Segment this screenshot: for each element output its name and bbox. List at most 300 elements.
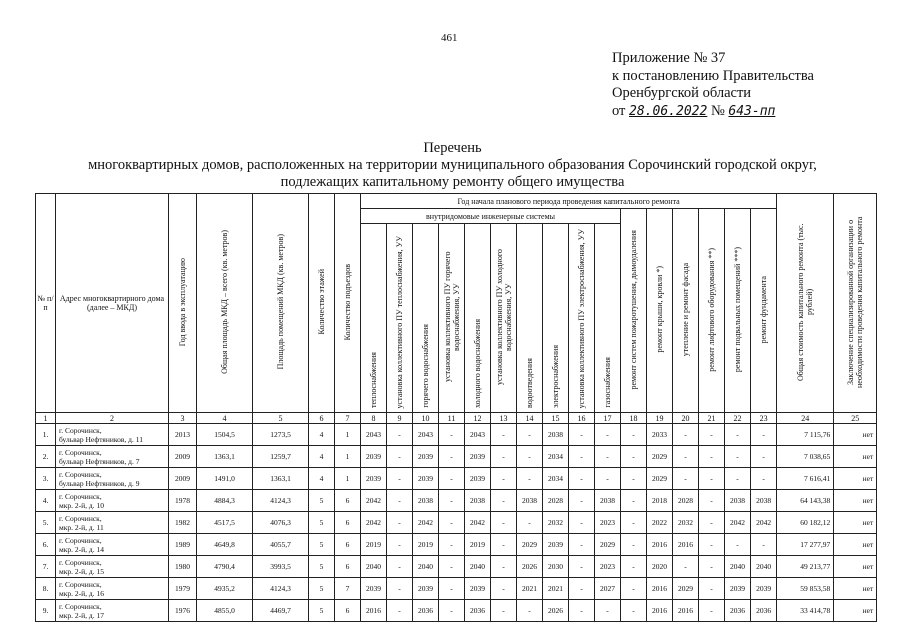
- cell-col-24: 59 853,58: [777, 578, 834, 600]
- cell-col-25: нет: [834, 578, 877, 600]
- address-city: г. Сорочинск,: [59, 491, 102, 501]
- column-number: 2: [56, 413, 169, 424]
- cell-col-3: 2013: [169, 424, 197, 446]
- cell-col-8: 2042: [361, 490, 387, 512]
- cell-col-22: 2039: [725, 578, 751, 600]
- column-number: 19: [647, 413, 673, 424]
- cell-col-15: 2032: [543, 512, 569, 534]
- cell-col-19: 2016: [647, 600, 673, 622]
- header-c11: установка коллективного ПУ горячего водоснабжения, УУ: [439, 224, 465, 413]
- cell-col-5: 1259,7: [253, 446, 309, 468]
- cell-col-4: 4884,3: [197, 490, 253, 512]
- header-c16: установка коллективного ПУ электроснабжения, УУ: [569, 224, 595, 413]
- cell-col-9: -: [387, 424, 413, 446]
- cell-col-9: -: [387, 446, 413, 468]
- header-c8: теплоснабжения: [361, 224, 387, 413]
- cell-col-9: -: [387, 556, 413, 578]
- table-row: [36, 468, 877, 490]
- cell-col-20: 2028: [673, 490, 699, 512]
- cell-col-17: -: [595, 468, 621, 490]
- cell-col-5: 1273,5: [253, 424, 309, 446]
- header-total-cost: Общая стоимость капитального ремонта (тыс. рублей): [777, 194, 834, 413]
- cell-col-10: 2040: [413, 556, 439, 578]
- cell-col-15: 2034: [543, 468, 569, 490]
- row-number: 7.: [36, 556, 56, 578]
- row-address: [56, 424, 169, 446]
- cell-col-12: 2040: [465, 556, 491, 578]
- cell-col-13: -: [491, 490, 517, 512]
- cell-col-24: 33 414,78: [777, 600, 834, 622]
- address-street: мкр. 2-й, д. 15: [59, 566, 104, 576]
- cell-col-16: -: [569, 446, 595, 468]
- address-street: мкр. 2-й, д. 14: [59, 544, 104, 554]
- address-city: г. Сорочинск,: [59, 601, 102, 611]
- row-address: [56, 578, 169, 600]
- cell-col-17: 2023: [595, 556, 621, 578]
- cell-col-9: -: [387, 578, 413, 600]
- cell-col-14: 2021: [517, 578, 543, 600]
- column-number: 9: [387, 413, 413, 424]
- column-number: 17: [595, 413, 621, 424]
- cell-col-4: 4790,4: [197, 556, 253, 578]
- cell-col-24: 7 616,41: [777, 468, 834, 490]
- cell-col-22: 2038: [725, 490, 751, 512]
- table-row: [36, 512, 877, 534]
- cell-col-20: 2016: [673, 600, 699, 622]
- table-row: [36, 556, 877, 578]
- row-address: [56, 468, 169, 490]
- cell-col-17: -: [595, 424, 621, 446]
- header-c23: ремонт фундамента: [751, 209, 777, 413]
- cell-col-24: 7 115,76: [777, 424, 834, 446]
- cell-col-21: -: [699, 512, 725, 534]
- cell-col-11: -: [439, 490, 465, 512]
- cell-col-5: 4124,3: [253, 578, 309, 600]
- address-city: г. Сорочинск,: [59, 469, 102, 479]
- cell-col-14: -: [517, 446, 543, 468]
- column-number: 16: [569, 413, 595, 424]
- cell-col-18: -: [621, 578, 647, 600]
- header-c13: установка коллективного ПУ холодного водоснабжения, УУ: [491, 224, 517, 413]
- column-number: 24: [777, 413, 834, 424]
- header-c21: ремонт лифтового оборудования **): [699, 209, 725, 413]
- cell-col-4: 1504,5: [197, 424, 253, 446]
- title-line-2: многоквартирных домов, расположенных на территории муниципального образования Сорочинский городской округ,: [88, 157, 817, 173]
- cell-col-15: 2030: [543, 556, 569, 578]
- cell-col-19: 2029: [647, 446, 673, 468]
- column-number: 25: [834, 413, 877, 424]
- header-group-top: Год начала планового периода проведения капитального ремонта: [361, 194, 777, 209]
- cell-col-14: -: [517, 600, 543, 622]
- cell-col-4: 1491,0: [197, 468, 253, 490]
- cell-col-16: -: [569, 490, 595, 512]
- row-number: 3.: [36, 468, 56, 490]
- appendix-line-2: к постановлению Правительства: [612, 67, 814, 84]
- cell-col-4: 4855,0: [197, 600, 253, 622]
- cell-col-4: 4935,2: [197, 578, 253, 600]
- cell-col-13: -: [491, 424, 517, 446]
- column-number: 22: [725, 413, 751, 424]
- address-street: бульвар Нефтяников, д. 9: [59, 478, 140, 488]
- cell-col-7: 6: [335, 534, 361, 556]
- cell-col-19: 2016: [647, 578, 673, 600]
- appendix-line-1: Приложение № 37: [612, 50, 726, 66]
- document-title: [0, 140, 905, 191]
- cell-col-8: 2039: [361, 468, 387, 490]
- cell-col-12: 2039: [465, 468, 491, 490]
- column-number: 7: [335, 413, 361, 424]
- cell-col-25: нет: [834, 468, 877, 490]
- cell-col-3: 1976: [169, 600, 197, 622]
- header-c17: газоснабжения: [595, 224, 621, 413]
- cell-col-21: -: [699, 424, 725, 446]
- cell-col-22: -: [725, 534, 751, 556]
- cell-col-3: 1989: [169, 534, 197, 556]
- address-street: мкр. 2-й, д. 17: [59, 610, 104, 620]
- cell-col-25: нет: [834, 446, 877, 468]
- cell-col-3: 1982: [169, 512, 197, 534]
- cell-col-10: 2039: [413, 578, 439, 600]
- cell-col-13: -: [491, 600, 517, 622]
- cell-col-17: 2023: [595, 512, 621, 534]
- cell-col-16: -: [569, 468, 595, 490]
- cell-col-16: -: [569, 556, 595, 578]
- header-entrances: Количество подъездов: [335, 194, 361, 413]
- cell-col-20: -: [673, 556, 699, 578]
- cell-col-10: 2039: [413, 468, 439, 490]
- column-number: 18: [621, 413, 647, 424]
- cell-col-14: -: [517, 512, 543, 534]
- cell-col-14: -: [517, 424, 543, 446]
- cell-col-17: 2038: [595, 490, 621, 512]
- cell-col-9: -: [387, 512, 413, 534]
- address-street: бульвар Нефтяников, д. 7: [59, 456, 140, 466]
- cell-col-18: -: [621, 424, 647, 446]
- cell-col-21: -: [699, 468, 725, 490]
- cell-col-12: 2038: [465, 490, 491, 512]
- column-number: 14: [517, 413, 543, 424]
- cell-col-7: 1: [335, 468, 361, 490]
- row-number: 5.: [36, 512, 56, 534]
- cell-col-15: 2028: [543, 490, 569, 512]
- cell-col-18: -: [621, 490, 647, 512]
- cell-col-7: 6: [335, 512, 361, 534]
- header-premises-area: Площадь помещений МКД (кв. метров): [253, 194, 309, 413]
- cell-col-23: -: [751, 534, 777, 556]
- cell-col-21: -: [699, 534, 725, 556]
- table-row: [36, 534, 877, 556]
- cell-col-18: -: [621, 468, 647, 490]
- cell-col-22: -: [725, 468, 751, 490]
- cell-col-5: 4076,3: [253, 512, 309, 534]
- cell-col-24: 17 277,97: [777, 534, 834, 556]
- cell-col-3: 1979: [169, 578, 197, 600]
- row-number: 1.: [36, 424, 56, 446]
- cell-col-3: 2009: [169, 446, 197, 468]
- cell-col-12: 2043: [465, 424, 491, 446]
- column-number: 15: [543, 413, 569, 424]
- cell-col-22: -: [725, 446, 751, 468]
- cell-col-15: 2026: [543, 600, 569, 622]
- cell-col-7: 6: [335, 556, 361, 578]
- cell-col-4: 1363,1: [197, 446, 253, 468]
- cell-col-19: 2020: [647, 556, 673, 578]
- cell-col-12: 2036: [465, 600, 491, 622]
- cell-col-23: -: [751, 424, 777, 446]
- header-c10: горячего водоснабжения: [413, 224, 439, 413]
- cell-col-7: 1: [335, 424, 361, 446]
- column-number: 13: [491, 413, 517, 424]
- table-row: [36, 578, 877, 600]
- cell-col-7: 7: [335, 578, 361, 600]
- cell-col-25: нет: [834, 556, 877, 578]
- column-number: 5: [253, 413, 309, 424]
- cell-col-10: 2019: [413, 534, 439, 556]
- cell-col-9: -: [387, 600, 413, 622]
- header-year-built: Год ввода в эксплуатацию: [169, 194, 197, 413]
- cell-col-6: 4: [309, 424, 335, 446]
- cell-col-22: 2042: [725, 512, 751, 534]
- cell-col-21: -: [699, 446, 725, 468]
- cell-col-13: -: [491, 534, 517, 556]
- header-c9: установка коллективного ПУ теплоснабжения, УУ: [387, 224, 413, 413]
- column-number: 20: [673, 413, 699, 424]
- row-number: 8.: [36, 578, 56, 600]
- cell-col-3: 1978: [169, 490, 197, 512]
- appendix-block: [612, 50, 814, 120]
- cell-col-6: 4: [309, 446, 335, 468]
- cell-col-15: 2021: [543, 578, 569, 600]
- column-number: 6: [309, 413, 335, 424]
- cell-col-23: 2038: [751, 490, 777, 512]
- cell-col-24: 7 038,65: [777, 446, 834, 468]
- cell-col-15: 2039: [543, 534, 569, 556]
- address-street: бульвар Нефтяников, д. 11: [59, 434, 143, 444]
- column-number: 1: [36, 413, 56, 424]
- date-prefix: от: [612, 102, 626, 119]
- cell-col-9: -: [387, 490, 413, 512]
- appendix-number: 643-пп: [728, 103, 776, 119]
- row-address: [56, 534, 169, 556]
- cell-col-4: 4649,8: [197, 534, 253, 556]
- cell-col-11: -: [439, 512, 465, 534]
- address-city: г. Сорочинск,: [59, 513, 102, 523]
- cell-col-23: -: [751, 468, 777, 490]
- header-num: № п/п: [36, 194, 56, 413]
- cell-col-23: 2042: [751, 512, 777, 534]
- appendix-line-3: Оренбургской области: [612, 85, 752, 101]
- cell-col-20: -: [673, 446, 699, 468]
- cell-col-13: -: [491, 578, 517, 600]
- cell-col-23: 2039: [751, 578, 777, 600]
- cell-col-16: -: [569, 534, 595, 556]
- cell-col-14: 2038: [517, 490, 543, 512]
- column-number: 4: [197, 413, 253, 424]
- cell-col-23: 2036: [751, 600, 777, 622]
- page-number: 461: [441, 32, 458, 44]
- row-number: 4.: [36, 490, 56, 512]
- table-row: [36, 446, 877, 468]
- column-number: 23: [751, 413, 777, 424]
- address-street: мкр. 2-й, д. 10: [59, 500, 104, 510]
- cell-col-19: 2033: [647, 424, 673, 446]
- header-c12: холодного водоснабжения: [465, 224, 491, 413]
- column-number: 8: [361, 413, 387, 424]
- header-c18: ремонт систем пожаротушения, дымоудаления: [621, 209, 647, 413]
- cell-col-21: -: [699, 600, 725, 622]
- cell-col-13: -: [491, 446, 517, 468]
- address-street: мкр. 2-й, д. 16: [59, 588, 104, 598]
- row-address: [56, 490, 169, 512]
- cell-col-7: 1: [335, 446, 361, 468]
- cell-col-11: -: [439, 600, 465, 622]
- cell-col-20: 2032: [673, 512, 699, 534]
- cell-col-6: 5: [309, 490, 335, 512]
- cell-col-6: 5: [309, 600, 335, 622]
- cell-col-16: -: [569, 424, 595, 446]
- cell-col-19: 2018: [647, 490, 673, 512]
- cell-col-3: 1980: [169, 556, 197, 578]
- column-number: 11: [439, 413, 465, 424]
- cell-col-8: 2039: [361, 446, 387, 468]
- cell-col-18: -: [621, 446, 647, 468]
- cell-col-11: -: [439, 446, 465, 468]
- cell-col-3: 2009: [169, 468, 197, 490]
- header-c22: ремонт подвальных помещений ***): [725, 209, 751, 413]
- cell-col-11: -: [439, 578, 465, 600]
- title-line-1: Перечень: [423, 140, 482, 156]
- cell-col-17: 2029: [595, 534, 621, 556]
- cell-col-13: -: [491, 512, 517, 534]
- cell-col-5: 4124,3: [253, 490, 309, 512]
- cell-col-10: 2039: [413, 446, 439, 468]
- cell-col-8: 2042: [361, 512, 387, 534]
- cell-col-15: 2034: [543, 446, 569, 468]
- cell-col-9: -: [387, 468, 413, 490]
- cell-col-8: 2019: [361, 534, 387, 556]
- cell-col-4: 4517,5: [197, 512, 253, 534]
- cell-col-25: нет: [834, 534, 877, 556]
- cell-col-18: -: [621, 512, 647, 534]
- table-row: [36, 490, 877, 512]
- cell-col-23: -: [751, 446, 777, 468]
- cell-col-11: -: [439, 556, 465, 578]
- header-conclusion: Заключение специализированной организации о необходимости проведения капитального ремонта: [834, 194, 877, 413]
- cell-col-22: -: [725, 424, 751, 446]
- cell-col-10: 2038: [413, 490, 439, 512]
- cell-col-10: 2043: [413, 424, 439, 446]
- cell-col-6: 5: [309, 556, 335, 578]
- cell-col-5: 4055,7: [253, 534, 309, 556]
- cell-col-5: 3993,5: [253, 556, 309, 578]
- cell-col-22: 2036: [725, 600, 751, 622]
- row-address: [56, 512, 169, 534]
- cell-col-14: -: [517, 468, 543, 490]
- cell-col-9: -: [387, 534, 413, 556]
- cell-col-24: 64 143,38: [777, 490, 834, 512]
- cell-col-23: 2040: [751, 556, 777, 578]
- cell-col-8: 2040: [361, 556, 387, 578]
- table-body: [36, 424, 877, 622]
- cell-col-22: 2040: [725, 556, 751, 578]
- cell-col-20: 2029: [673, 578, 699, 600]
- cell-col-8: 2016: [361, 600, 387, 622]
- number-sign: №: [710, 102, 725, 119]
- cell-col-12: 2042: [465, 512, 491, 534]
- cell-col-18: -: [621, 556, 647, 578]
- buildings-table: [35, 193, 877, 622]
- header-floors: Количество этажей: [309, 194, 335, 413]
- cell-col-20: 2016: [673, 534, 699, 556]
- address-street: мкр. 2-й, д. 11: [59, 522, 104, 532]
- column-number: 10: [413, 413, 439, 424]
- address-city: г. Сорочинск,: [59, 557, 102, 567]
- cell-col-14: 2029: [517, 534, 543, 556]
- cell-col-6: 5: [309, 578, 335, 600]
- address-city: г. Сорочинск,: [59, 447, 102, 457]
- header-total-area: Общая площадь МКД – всего (кв. метров): [197, 194, 253, 413]
- cell-col-20: -: [673, 424, 699, 446]
- table-row: [36, 600, 877, 622]
- header-c14: водоотведения: [517, 224, 543, 413]
- cell-col-11: -: [439, 468, 465, 490]
- row-address: [56, 446, 169, 468]
- cell-col-7: 6: [335, 490, 361, 512]
- header-c20: утепление и ремонт фасада: [673, 209, 699, 413]
- header-address: Адрес многоквартирного дома (далее – МКД): [56, 194, 169, 413]
- cell-col-24: 60 182,12: [777, 512, 834, 534]
- address-city: г. Сорочинск,: [59, 535, 102, 545]
- table-row: [36, 424, 877, 446]
- cell-col-10: 2036: [413, 600, 439, 622]
- cell-col-5: 1363,1: [253, 468, 309, 490]
- address-city: г. Сорочинск,: [59, 425, 102, 435]
- column-number: 12: [465, 413, 491, 424]
- cell-col-18: -: [621, 600, 647, 622]
- cell-col-18: -: [621, 534, 647, 556]
- cell-col-16: -: [569, 512, 595, 534]
- cell-col-5: 4469,7: [253, 600, 309, 622]
- cell-col-21: -: [699, 578, 725, 600]
- column-number-row: [36, 413, 877, 424]
- cell-col-13: -: [491, 468, 517, 490]
- cell-col-11: -: [439, 424, 465, 446]
- cell-col-13: -: [491, 556, 517, 578]
- cell-col-25: нет: [834, 490, 877, 512]
- row-address: [56, 600, 169, 622]
- cell-col-11: -: [439, 534, 465, 556]
- column-number: 21: [699, 413, 725, 424]
- cell-col-16: -: [569, 578, 595, 600]
- appendix-date: 28.06.2022: [629, 103, 708, 119]
- cell-col-21: -: [699, 556, 725, 578]
- cell-col-19: 2016: [647, 534, 673, 556]
- header-group-sub: внутридомовые инженерные системы: [361, 209, 621, 224]
- appendix-line-4: [612, 103, 814, 121]
- title-line-3: подлежащих капитальному ремонту общего имущества: [280, 174, 625, 190]
- cell-col-6: 5: [309, 512, 335, 534]
- cell-col-12: 2019: [465, 534, 491, 556]
- cell-col-12: 2039: [465, 578, 491, 600]
- header-c15: электроснабжения: [543, 224, 569, 413]
- cell-col-6: 4: [309, 468, 335, 490]
- cell-col-7: 6: [335, 600, 361, 622]
- cell-col-21: -: [699, 490, 725, 512]
- cell-col-25: нет: [834, 512, 877, 534]
- cell-col-6: 5: [309, 534, 335, 556]
- cell-col-19: 2022: [647, 512, 673, 534]
- address-city: г. Сорочинск,: [59, 579, 102, 589]
